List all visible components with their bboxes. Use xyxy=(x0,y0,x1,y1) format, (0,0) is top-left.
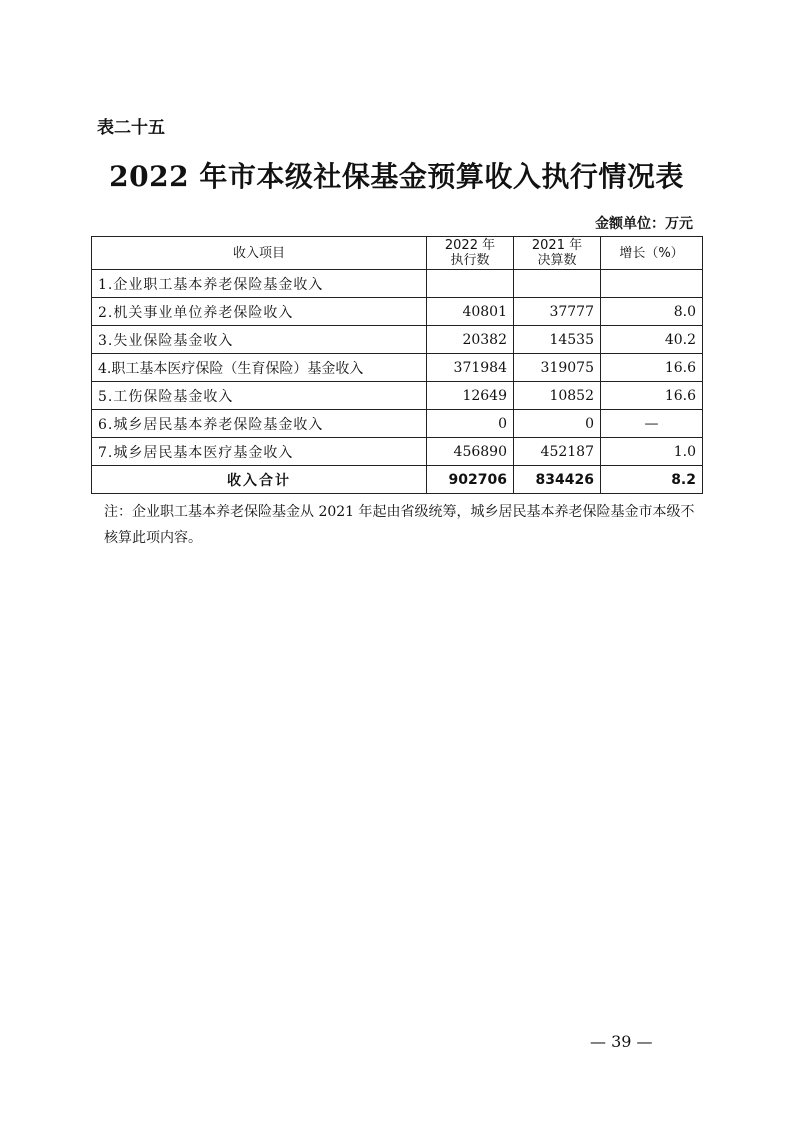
cell-growth: 16.6 xyxy=(601,354,703,382)
table-row xyxy=(92,354,703,382)
cell-2021: 0 xyxy=(514,410,601,438)
header-item: 收入项目 xyxy=(92,237,427,270)
cell-2022 xyxy=(427,270,514,298)
table-label: 表二十五 xyxy=(97,118,165,138)
cell-2022: 456890 xyxy=(427,438,514,466)
row-label: 3.失业保险基金收入 xyxy=(92,326,427,354)
cell-2022: 0 xyxy=(427,410,514,438)
cell-growth: 1.0 xyxy=(601,438,703,466)
cell-growth: 8.0 xyxy=(601,298,703,326)
row-label: 5.工伤保险基金收入 xyxy=(92,382,427,410)
cell-2021: 319075 xyxy=(514,354,601,382)
cell-growth: 16.6 xyxy=(601,382,703,410)
cell-growth xyxy=(601,270,703,298)
cell-growth: — xyxy=(601,410,703,438)
total-growth: 8.2 xyxy=(601,466,703,494)
table-row xyxy=(92,382,703,410)
page-number: — 39 — xyxy=(590,1032,653,1051)
row-label: 6.城乡居民基本养老保险基金收入 xyxy=(92,410,427,438)
cell-growth: 40.2 xyxy=(601,326,703,354)
revenue-table xyxy=(91,236,703,494)
cell-2021 xyxy=(514,270,601,298)
row-label: 2.机关事业单位养老保险收入 xyxy=(92,298,427,326)
cell-2022: 40801 xyxy=(427,298,514,326)
header-2021-year: 2021 年 xyxy=(531,238,583,253)
total-2021: 834426 xyxy=(514,466,601,494)
header-2022-year: 2022 年 xyxy=(444,238,496,253)
total-2022: 902706 xyxy=(427,466,514,494)
cell-2021: 452187 xyxy=(514,438,601,466)
row-label: 4.职工基本医疗保险（生育保险）基金收入 xyxy=(92,354,427,382)
cell-2022: 20382 xyxy=(427,326,514,354)
header-2021 xyxy=(514,237,601,270)
cell-2021: 37777 xyxy=(514,298,601,326)
page-title: 2022 年市本级社保基金预算收入执行情况表 xyxy=(109,160,684,193)
table-row xyxy=(92,298,703,326)
table-row xyxy=(92,326,703,354)
total-label: 收入合计 xyxy=(92,466,427,494)
row-label: 1.企业职工基本养老保险基金收入 xyxy=(92,270,427,298)
unit-label: 金额单位：万元 xyxy=(595,216,693,232)
total-row xyxy=(92,466,703,494)
table-row xyxy=(92,438,703,466)
cell-2021: 14535 xyxy=(514,326,601,354)
header-growth: 增长（%） xyxy=(601,237,703,270)
cell-2022: 371984 xyxy=(427,354,514,382)
row-label: 7.城乡居民基本医疗基金收入 xyxy=(92,438,427,466)
header-2021-label: 决算数 xyxy=(537,253,577,268)
header-2022-label: 执行数 xyxy=(450,253,490,268)
footnote: 注：企业职工基本养老保险基金从 2021 年起由省级统筹，城乡居民基本养老保险基金市本级不核算此项内容。 xyxy=(104,504,695,546)
table-header-row xyxy=(92,237,703,270)
cell-2021: 10852 xyxy=(514,382,601,410)
table-row xyxy=(92,270,703,298)
header-2022 xyxy=(427,237,514,270)
cell-2022: 12649 xyxy=(427,382,514,410)
table-row xyxy=(92,410,703,438)
